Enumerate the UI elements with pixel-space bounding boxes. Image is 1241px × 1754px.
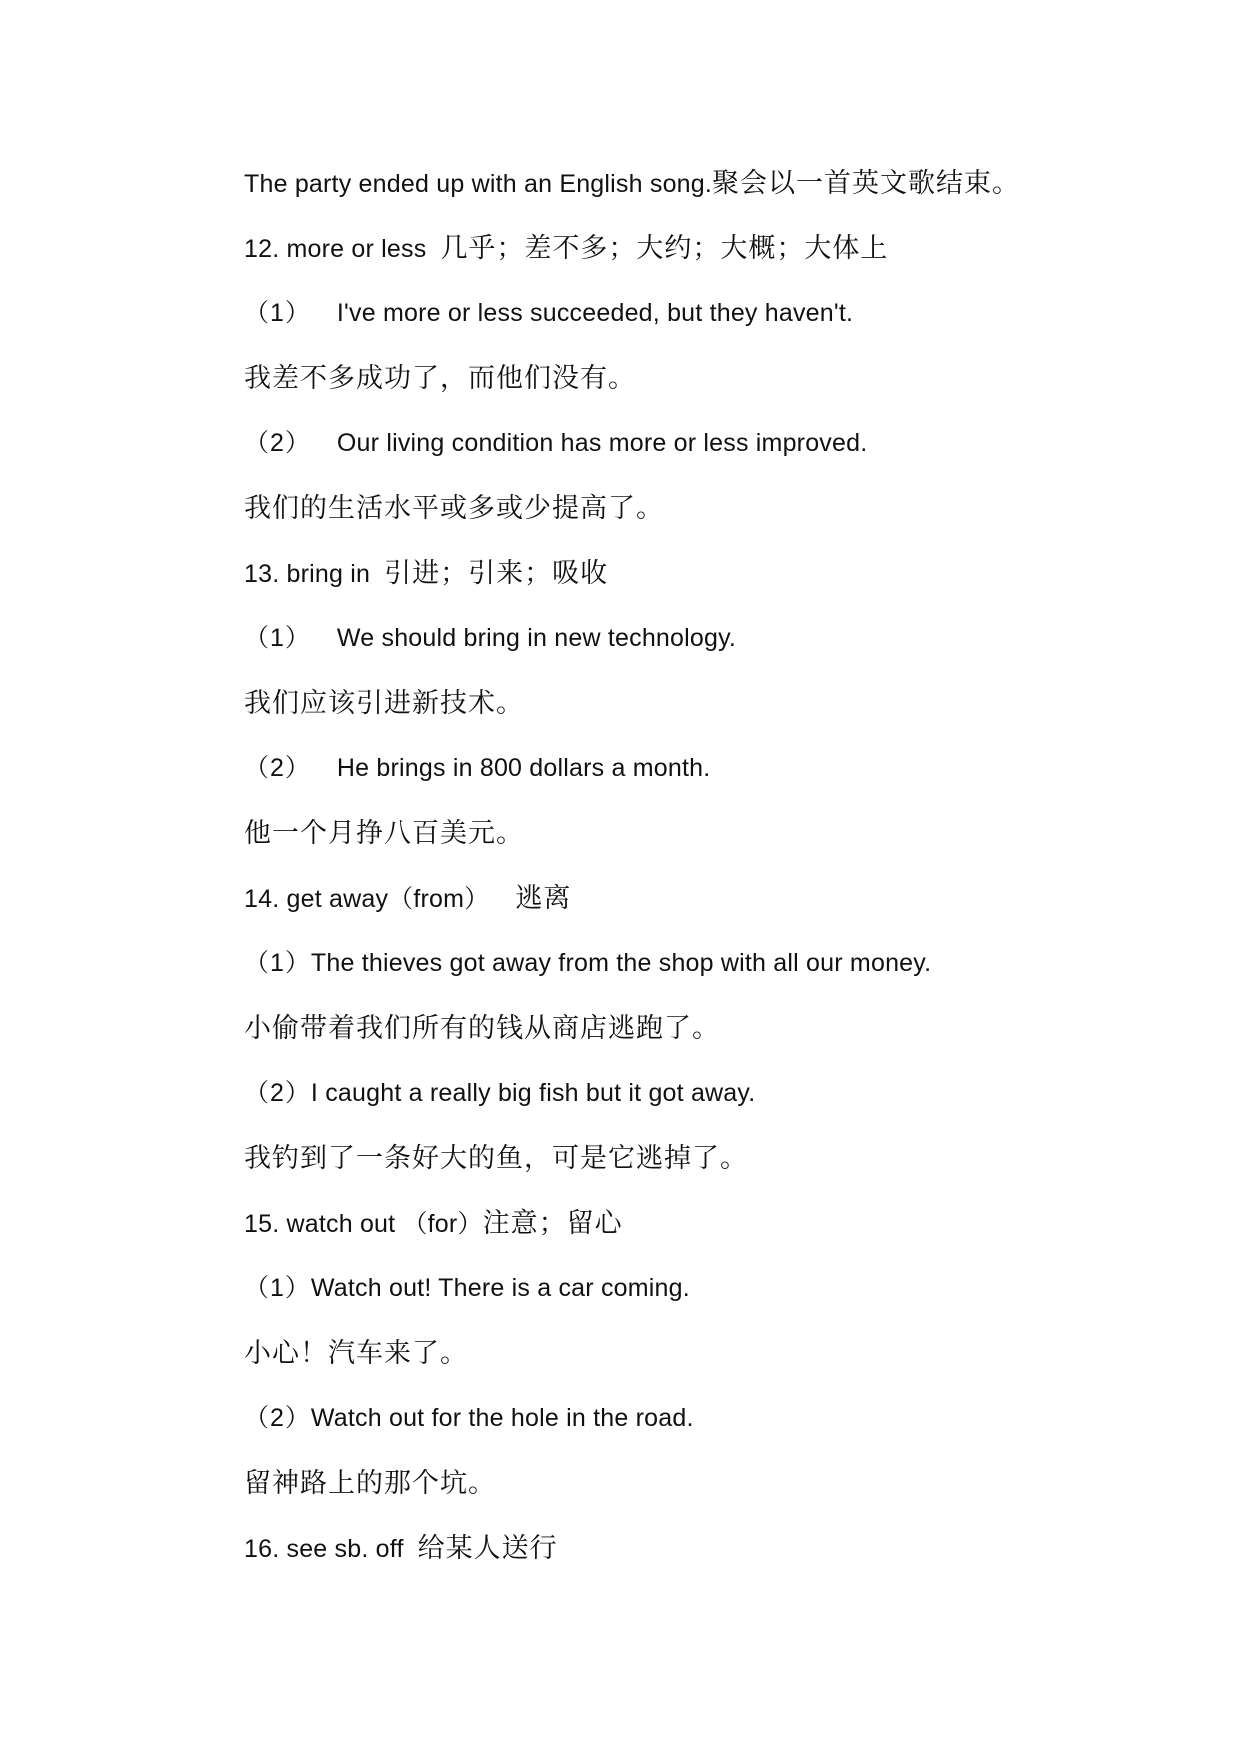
example-english: He brings in 800 dollars a month. [336, 754, 711, 782]
example-translation: 留神路上的那个坑。 [244, 1468, 496, 1498]
example-sentence [244, 1393, 1144, 1458]
example-translation: 小偷带着我们所有的钱从商店逃跑了。 [244, 1013, 720, 1043]
phrase-meaning: 引进；引来；吸收 [384, 558, 609, 588]
phrase-term: 12. more or less [244, 235, 427, 263]
phrase-meaning: 几乎；差不多；大约；大概；大体上 [440, 233, 889, 263]
phrase-heading [244, 1523, 1144, 1588]
example-english: I caught a really big fish but it got away. [310, 1079, 756, 1107]
example-sentence [244, 1068, 1144, 1133]
example-english: The thieves got away from the shop with all our money. [310, 949, 932, 977]
phrase-term: 13. bring in [244, 560, 371, 588]
example-english: Our living condition has more or less improved. [336, 429, 868, 457]
phrase-term: 16. see sb. off [244, 1535, 404, 1563]
phrase-meaning: 注意；留心 [482, 1208, 623, 1238]
chinese-translation: 聚会以一首英文歌结束。 [712, 168, 1021, 198]
example-english: I've more or less succeeded, but they haven't. [336, 299, 854, 327]
phrase-term: 14. get away（from） [244, 885, 490, 913]
example-english: Watch out! There is a car coming. [310, 1274, 690, 1302]
example-number: （1） [244, 299, 311, 327]
example-number: （1） [244, 949, 311, 977]
phrase-meaning: 给某人送行 [417, 1533, 558, 1563]
example-translation: 我们应该引进新技术。 [244, 688, 524, 718]
document-content [244, 158, 1144, 1588]
example-english: Watch out for the hole in the road. [310, 1404, 694, 1432]
example-number: （2） [244, 1079, 311, 1107]
text-line [244, 158, 1144, 223]
phrase-heading [244, 873, 1144, 938]
example-sentence [244, 288, 1144, 353]
phrase-heading [244, 548, 1144, 613]
phrase-meaning: 逃离 [515, 883, 572, 913]
example-number: （1） [244, 1274, 311, 1302]
example-sentence [244, 613, 1144, 678]
example-translation: 小心！汽车来了。 [244, 1338, 468, 1368]
example-sentence [244, 1263, 1144, 1328]
example-sentence [244, 418, 1144, 483]
example-translation: 我差不多成功了，而他们没有。 [244, 363, 636, 393]
example-number: （2） [244, 754, 311, 782]
example-english: We should bring in new technology. [336, 624, 737, 652]
example-sentence [244, 743, 1144, 808]
example-translation: 我钓到了一条好大的鱼，可是它逃掉了。 [244, 1143, 748, 1173]
example-translation: 他一个月挣八百美元。 [244, 818, 524, 848]
example-number: （2） [244, 1404, 311, 1432]
example-number: （1） [244, 624, 311, 652]
phrase-term: 15. watch out （for） [244, 1210, 483, 1238]
phrase-heading [244, 1198, 1144, 1263]
english-sentence: The party ended up with an English song. [244, 170, 713, 198]
example-translation: 我们的生活水平或多或少提高了。 [244, 493, 664, 523]
example-sentence [244, 938, 1144, 1003]
example-number: （2） [244, 429, 311, 457]
phrase-heading [244, 223, 1144, 288]
